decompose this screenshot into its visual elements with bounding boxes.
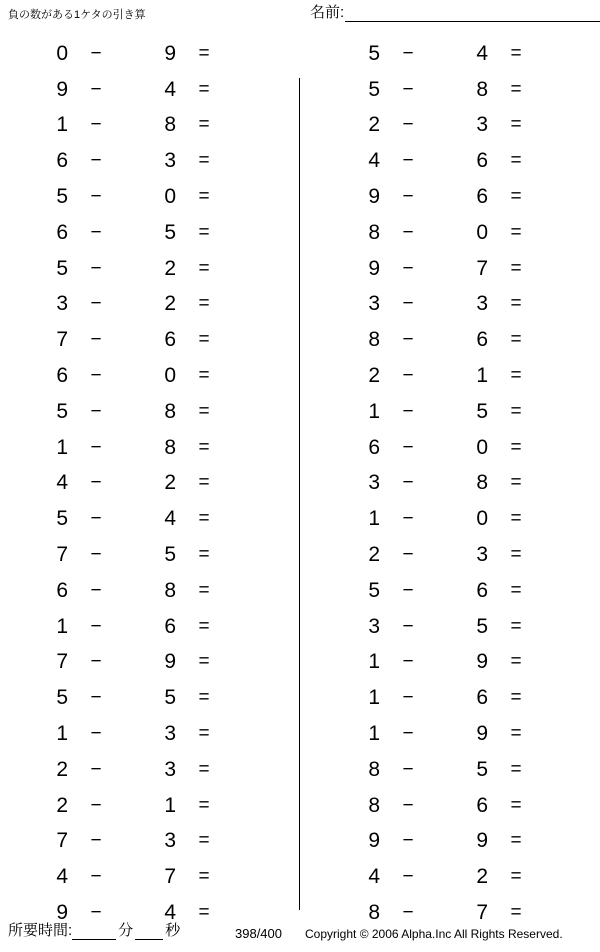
operand-a: 5: [56, 399, 68, 423]
minus-operator: −: [90, 758, 102, 780]
equals-sign: =: [198, 150, 210, 172]
operand-b: 7: [476, 256, 488, 280]
problem-row: [0, 752, 300, 788]
operand-b: 8: [164, 435, 176, 459]
operand-a: 5: [368, 41, 380, 65]
operand-b: 4: [476, 41, 488, 65]
equals-sign: =: [510, 508, 522, 530]
operand-b: 3: [164, 722, 176, 746]
equals-sign: =: [198, 114, 210, 136]
problem-row: [300, 716, 600, 752]
operand-a: 8: [368, 793, 380, 817]
operand-a: 5: [368, 578, 380, 602]
minus-operator: −: [402, 78, 414, 100]
equals-sign: =: [198, 615, 210, 637]
equals-sign: =: [198, 794, 210, 816]
minus-operator: −: [402, 114, 414, 136]
minus-operator: −: [90, 508, 102, 530]
equals-sign: =: [198, 830, 210, 852]
equals-sign: =: [510, 78, 522, 100]
equals-sign: =: [198, 365, 210, 387]
operand-b: 2: [164, 292, 176, 316]
problem-row: [300, 430, 600, 466]
minus-operator: −: [90, 436, 102, 458]
operand-b: 1: [476, 364, 488, 388]
operand-b: 6: [476, 793, 488, 817]
operand-b: 0: [476, 220, 488, 244]
operand-a: 2: [368, 113, 380, 137]
minus-operator: −: [90, 257, 102, 279]
problem-row: [300, 394, 600, 430]
equals-sign: =: [510, 257, 522, 279]
problem-column-right: [300, 36, 600, 925]
seconds-input-line[interactable]: [135, 924, 163, 940]
problem-row: [300, 36, 600, 72]
equals-sign: =: [198, 472, 210, 494]
problem-row: [300, 251, 600, 287]
minus-operator: −: [90, 400, 102, 422]
equals-sign: =: [510, 615, 522, 637]
minus-operator: −: [402, 508, 414, 530]
problem-row: [0, 609, 300, 645]
minus-operator: −: [90, 221, 102, 243]
operand-b: 5: [164, 543, 176, 567]
operand-a: 6: [56, 578, 68, 602]
operand-b: 4: [164, 507, 176, 531]
operand-b: 8: [164, 113, 176, 137]
equals-sign: =: [510, 544, 522, 566]
operand-b: 6: [476, 185, 488, 209]
elapsed-time-block: [8, 922, 180, 940]
problem-row: [300, 609, 600, 645]
minus-operator: −: [402, 579, 414, 601]
minus-operator: −: [402, 544, 414, 566]
name-field-block: [310, 4, 600, 22]
problem-row: [300, 680, 600, 716]
minutes-input-line[interactable]: [72, 924, 116, 940]
equals-sign: =: [198, 221, 210, 243]
operand-b: 2: [476, 865, 488, 889]
problem-row: [0, 358, 300, 394]
operand-b: 3: [476, 113, 488, 137]
copyright-notice: Copyright © 2006 Alpha.Inc All Rights Reserved.: [305, 927, 563, 941]
seconds-unit-label: 秒: [165, 922, 181, 939]
operand-a: 5: [56, 507, 68, 531]
equals-sign: =: [198, 436, 210, 458]
problem-row: [300, 215, 600, 251]
minus-operator: −: [90, 579, 102, 601]
equals-sign: =: [198, 544, 210, 566]
minus-operator: −: [90, 42, 102, 64]
operand-b: 8: [164, 578, 176, 602]
equals-sign: =: [198, 293, 210, 315]
equals-sign: =: [510, 651, 522, 673]
operand-a: 9: [56, 77, 68, 101]
operand-a: 5: [56, 256, 68, 280]
operand-a: 1: [368, 686, 380, 710]
equals-sign: =: [198, 186, 210, 208]
problem-row: [0, 501, 300, 537]
minus-operator: −: [90, 472, 102, 494]
operand-b: 8: [164, 399, 176, 423]
problem-row: [0, 322, 300, 358]
operand-b: 5: [476, 757, 488, 781]
problem-row: [300, 466, 600, 502]
equals-sign: =: [510, 400, 522, 422]
operand-a: 3: [368, 471, 380, 495]
operand-b: 9: [476, 650, 488, 674]
minus-operator: −: [402, 651, 414, 673]
problem-row: [0, 215, 300, 251]
minus-operator: −: [402, 221, 414, 243]
problem-list-right: [300, 36, 600, 931]
operand-b: 6: [476, 149, 488, 173]
minus-operator: −: [402, 758, 414, 780]
problem-row: [0, 824, 300, 860]
operand-b: 0: [476, 435, 488, 459]
minus-operator: −: [402, 42, 414, 64]
operand-a: 1: [56, 435, 68, 459]
problem-row: [0, 72, 300, 108]
problem-row: [0, 859, 300, 895]
operand-a: 2: [368, 364, 380, 388]
operand-a: 6: [56, 220, 68, 244]
problem-row: [0, 430, 300, 466]
operand-a: 4: [56, 865, 68, 889]
minus-operator: −: [90, 615, 102, 637]
operand-a: 5: [56, 185, 68, 209]
operand-a: 0: [56, 41, 68, 65]
minus-operator: −: [402, 472, 414, 494]
problem-row: [300, 501, 600, 537]
operand-a: 1: [368, 507, 380, 531]
minus-operator: −: [90, 329, 102, 351]
operand-a: 4: [368, 865, 380, 889]
equals-sign: =: [510, 472, 522, 494]
minus-operator: −: [90, 651, 102, 673]
operand-a: 6: [56, 149, 68, 173]
operand-a: 1: [368, 399, 380, 423]
equals-sign: =: [198, 400, 210, 422]
operand-b: 5: [164, 220, 176, 244]
minus-operator: −: [402, 150, 414, 172]
minus-operator: −: [90, 723, 102, 745]
problem-column-left: [0, 36, 300, 925]
operand-a: 8: [368, 220, 380, 244]
operand-a: 8: [368, 901, 380, 925]
operand-a: 9: [368, 829, 380, 853]
operand-a: 9: [56, 901, 68, 925]
equals-sign: =: [510, 579, 522, 601]
page-header: [0, 0, 600, 34]
operand-a: 2: [368, 543, 380, 567]
operand-b: 6: [164, 614, 176, 638]
operand-a: 1: [368, 650, 380, 674]
operand-b: 4: [164, 901, 176, 925]
page-title: 負の数がある1ケタの引き算: [8, 9, 146, 21]
operand-b: 9: [164, 650, 176, 674]
problem-row: [300, 573, 600, 609]
minus-operator: −: [402, 723, 414, 745]
equals-sign: =: [510, 687, 522, 709]
equals-sign: =: [510, 866, 522, 888]
equals-sign: =: [198, 902, 210, 924]
operand-b: 4: [164, 77, 176, 101]
minus-operator: −: [90, 365, 102, 387]
equals-sign: =: [510, 150, 522, 172]
problem-row: [300, 358, 600, 394]
minus-operator: −: [90, 186, 102, 208]
equals-sign: =: [510, 830, 522, 852]
operand-b: 7: [164, 865, 176, 889]
minus-operator: −: [402, 329, 414, 351]
equals-sign: =: [198, 723, 210, 745]
minus-operator: −: [402, 866, 414, 888]
column-divider: [299, 78, 300, 910]
problem-row: [0, 108, 300, 144]
problem-row: [300, 108, 600, 144]
minutes-unit-label: 分: [118, 922, 134, 939]
problem-row: [0, 573, 300, 609]
problem-row: [300, 322, 600, 358]
operand-b: 7: [476, 901, 488, 925]
problem-row: [0, 788, 300, 824]
minus-operator: −: [90, 687, 102, 709]
problem-row: [0, 36, 300, 72]
equals-sign: =: [198, 42, 210, 64]
problem-row: [300, 752, 600, 788]
equals-sign: =: [510, 758, 522, 780]
equals-sign: =: [510, 293, 522, 315]
operand-b: 9: [164, 41, 176, 65]
minus-operator: −: [402, 615, 414, 637]
page-footer: [0, 918, 600, 948]
operand-a: 1: [56, 722, 68, 746]
equals-sign: =: [198, 651, 210, 673]
operand-a: 5: [368, 77, 380, 101]
minus-operator: −: [402, 400, 414, 422]
minus-operator: −: [90, 866, 102, 888]
operand-a: 8: [368, 328, 380, 352]
problem-row: [0, 680, 300, 716]
minus-operator: −: [90, 544, 102, 566]
operand-a: 7: [56, 328, 68, 352]
problem-row: [300, 537, 600, 573]
operand-b: 6: [476, 578, 488, 602]
operand-b: 3: [164, 757, 176, 781]
operand-b: 5: [476, 399, 488, 423]
equals-sign: =: [198, 579, 210, 601]
equals-sign: =: [198, 866, 210, 888]
equals-sign: =: [198, 257, 210, 279]
operand-b: 3: [476, 292, 488, 316]
minus-operator: −: [402, 186, 414, 208]
equals-sign: =: [510, 902, 522, 924]
minus-operator: −: [402, 794, 414, 816]
operand-b: 3: [476, 543, 488, 567]
elapsed-time-label: 所要時間:: [8, 922, 73, 939]
problem-row: [300, 72, 600, 108]
problem-row: [0, 645, 300, 681]
minus-operator: −: [402, 436, 414, 458]
problem-row: [0, 466, 300, 502]
problem-row: [300, 179, 600, 215]
operand-b: 8: [476, 471, 488, 495]
operand-b: 6: [476, 328, 488, 352]
problem-row: [0, 251, 300, 287]
equals-sign: =: [510, 365, 522, 387]
operand-b: 9: [476, 829, 488, 853]
problem-row: [300, 143, 600, 179]
equals-sign: =: [198, 758, 210, 780]
operand-a: 3: [368, 614, 380, 638]
equals-sign: =: [198, 508, 210, 530]
problem-row: [0, 179, 300, 215]
operand-a: 4: [368, 149, 380, 173]
minus-operator: −: [402, 830, 414, 852]
operand-a: 1: [56, 614, 68, 638]
operand-a: 7: [56, 829, 68, 853]
operand-b: 8: [476, 77, 488, 101]
operand-b: 5: [164, 686, 176, 710]
equals-sign: =: [510, 723, 522, 745]
minus-operator: −: [402, 257, 414, 279]
name-input-line[interactable]: [345, 6, 600, 22]
operand-a: 9: [368, 185, 380, 209]
operand-a: 5: [56, 686, 68, 710]
equals-sign: =: [510, 221, 522, 243]
operand-b: 2: [164, 471, 176, 495]
equals-sign: =: [198, 78, 210, 100]
problem-row: [0, 287, 300, 323]
problem-columns: [0, 36, 600, 925]
equals-sign: =: [510, 794, 522, 816]
operand-a: 3: [56, 292, 68, 316]
minus-operator: −: [402, 902, 414, 924]
minus-operator: −: [90, 293, 102, 315]
minus-operator: −: [90, 902, 102, 924]
equals-sign: =: [198, 329, 210, 351]
equals-sign: =: [510, 186, 522, 208]
equals-sign: =: [198, 687, 210, 709]
operand-b: 3: [164, 829, 176, 853]
operand-b: 6: [476, 686, 488, 710]
problem-row: [0, 143, 300, 179]
operand-a: 7: [56, 650, 68, 674]
operand-b: 5: [476, 614, 488, 638]
operand-a: 6: [56, 364, 68, 388]
problem-row: [300, 824, 600, 860]
operand-b: 6: [164, 328, 176, 352]
problem-row: [300, 287, 600, 323]
problem-row: [300, 859, 600, 895]
minus-operator: −: [402, 293, 414, 315]
operand-b: 0: [476, 507, 488, 531]
equals-sign: =: [510, 329, 522, 351]
minus-operator: −: [402, 687, 414, 709]
operand-b: 1: [164, 793, 176, 817]
problem-row: [0, 394, 300, 430]
minus-operator: −: [90, 794, 102, 816]
problem-row: [0, 537, 300, 573]
minus-operator: −: [90, 78, 102, 100]
problem-row: [0, 716, 300, 752]
operand-a: 1: [368, 722, 380, 746]
problem-list-left: [0, 36, 300, 931]
minus-operator: −: [90, 150, 102, 172]
operand-b: 2: [164, 256, 176, 280]
minus-operator: −: [90, 830, 102, 852]
equals-sign: =: [510, 114, 522, 136]
minus-operator: −: [402, 365, 414, 387]
page-number: 398/400: [235, 926, 282, 941]
equals-sign: =: [510, 436, 522, 458]
minus-operator: −: [90, 114, 102, 136]
operand-a: 3: [368, 292, 380, 316]
operand-a: 2: [56, 757, 68, 781]
operand-a: 6: [368, 435, 380, 459]
problem-row: [300, 788, 600, 824]
operand-a: 7: [56, 543, 68, 567]
problem-row: [300, 645, 600, 681]
name-label: 名前:: [310, 4, 345, 21]
operand-a: 2: [56, 793, 68, 817]
operand-b: 3: [164, 149, 176, 173]
operand-b: 0: [164, 364, 176, 388]
operand-a: 4: [56, 471, 68, 495]
operand-a: 8: [368, 757, 380, 781]
operand-b: 9: [476, 722, 488, 746]
operand-a: 1: [56, 113, 68, 137]
equals-sign: =: [510, 42, 522, 64]
operand-a: 9: [368, 256, 380, 280]
operand-b: 0: [164, 185, 176, 209]
